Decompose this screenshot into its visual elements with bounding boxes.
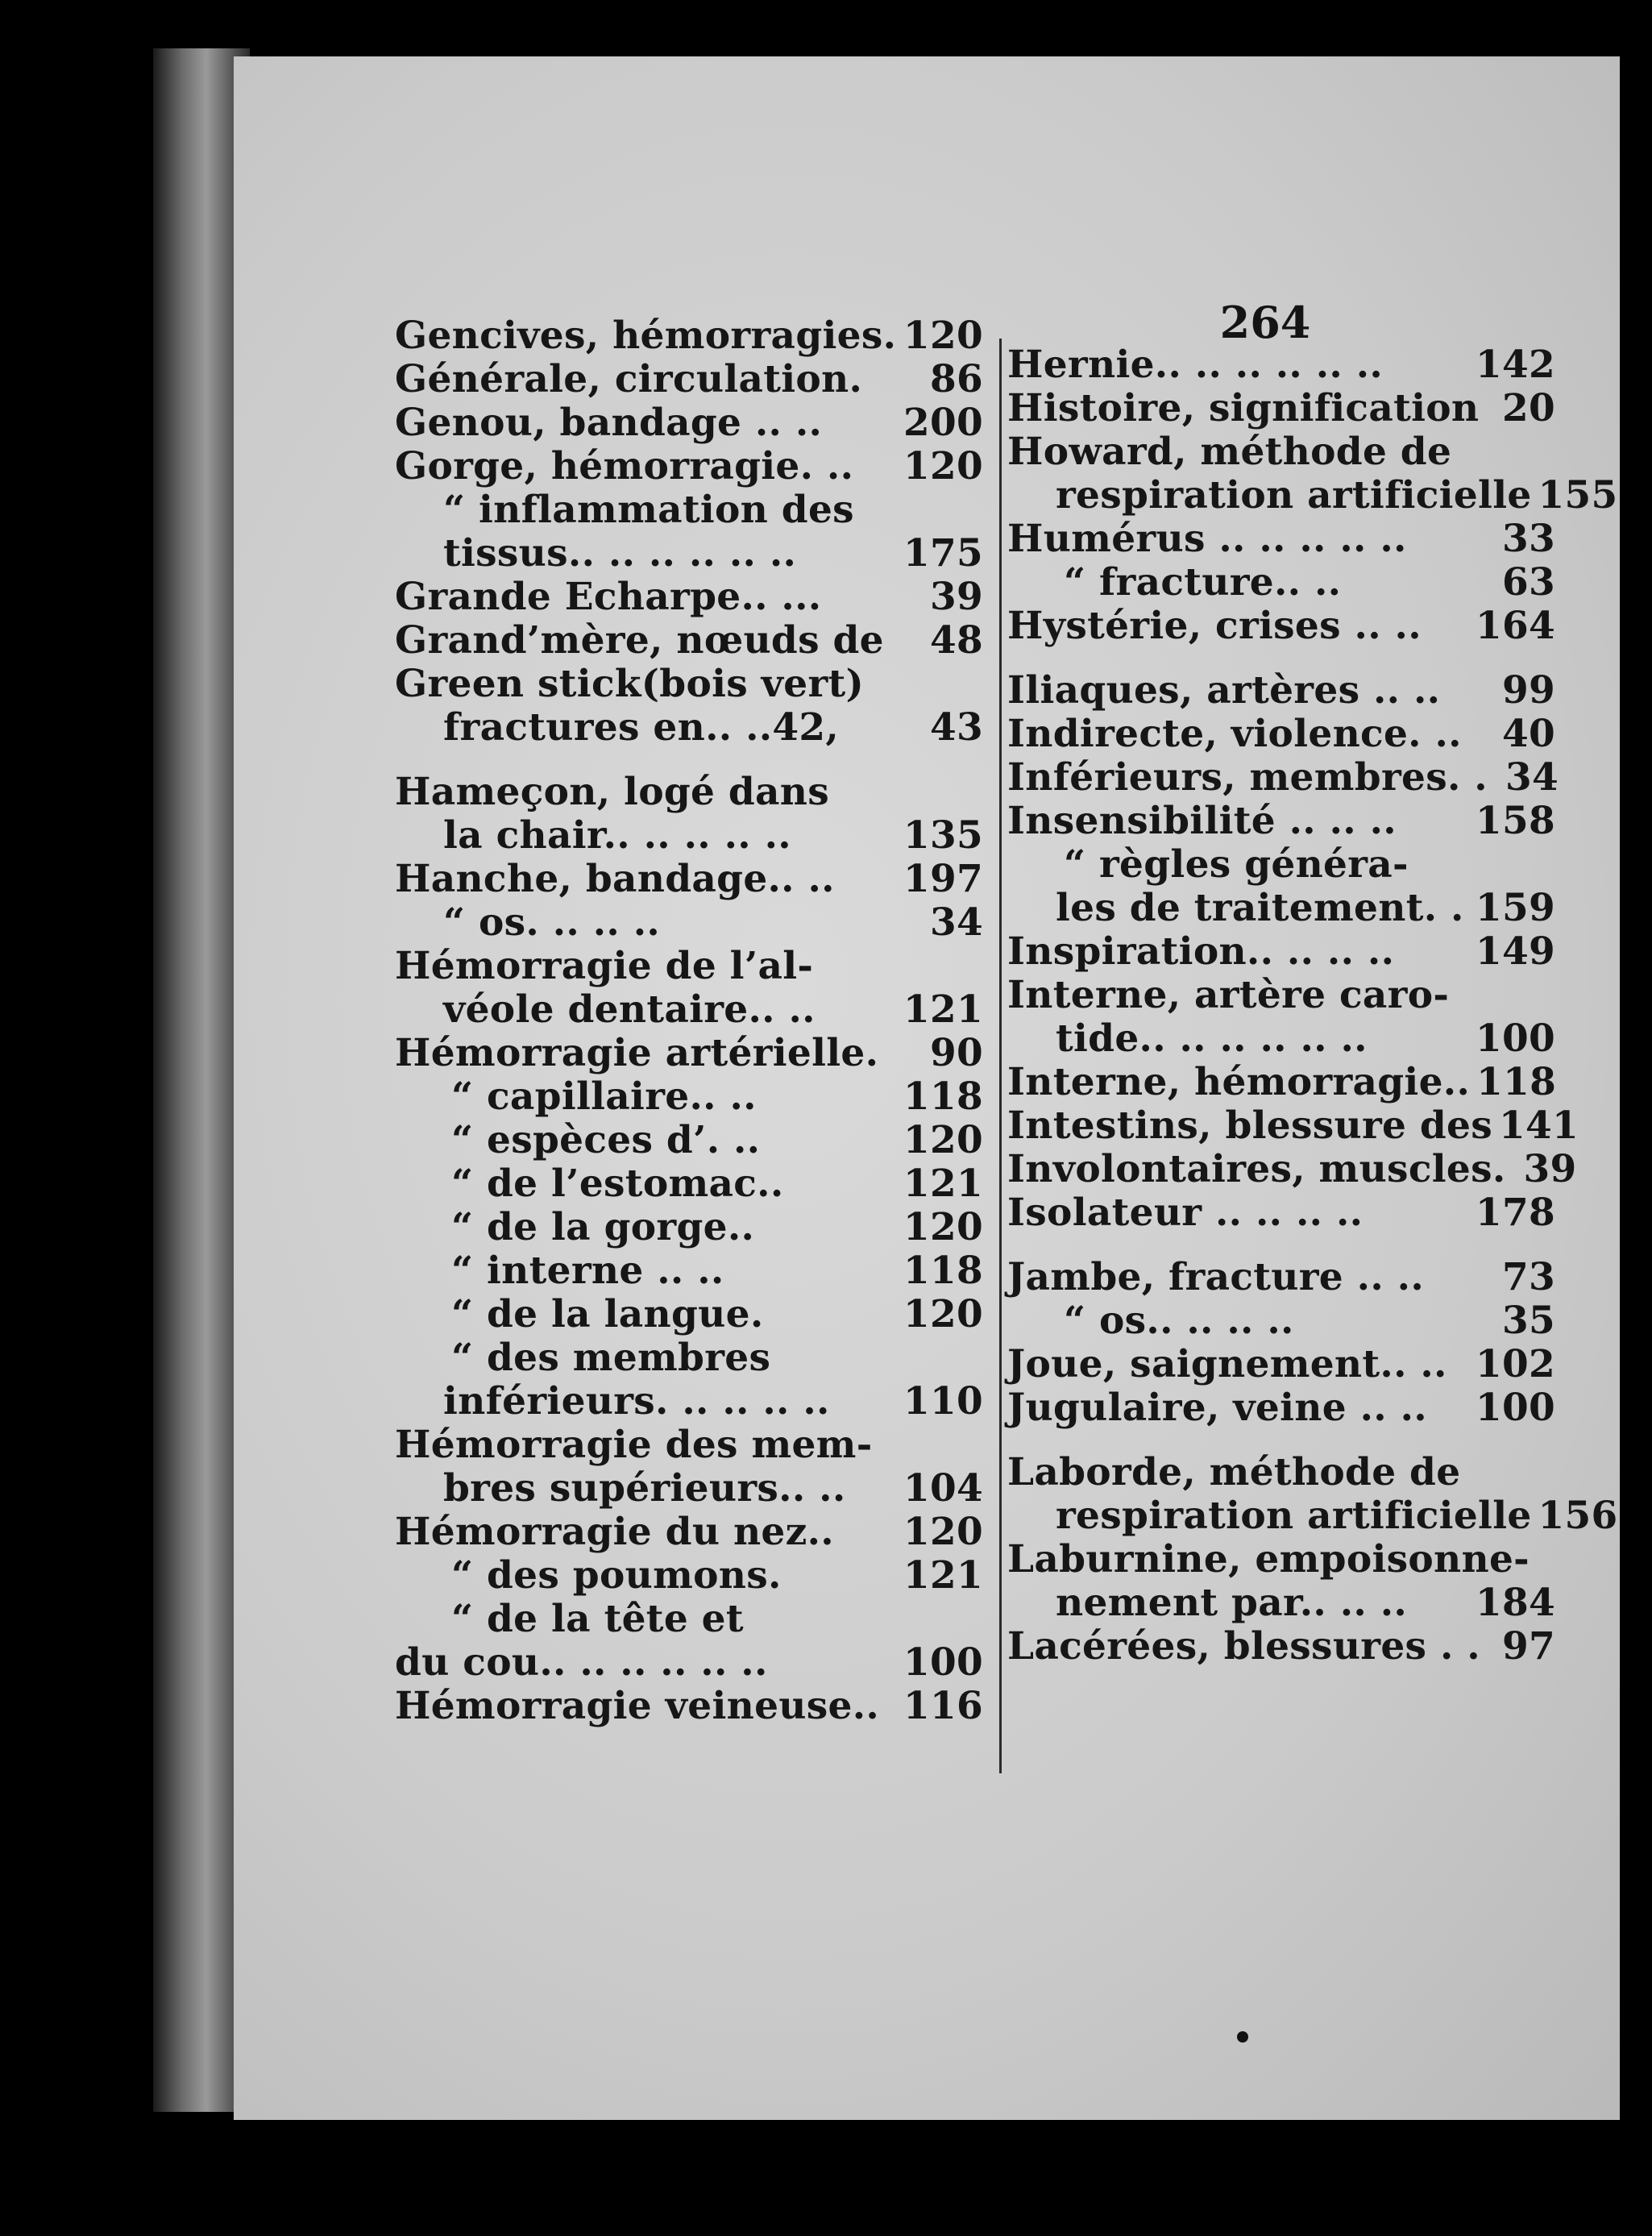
index-term: “ de la langue. [451, 1292, 764, 1336]
index-entry [395, 771, 983, 814]
index-entry [395, 1380, 983, 1423]
index-column-right [1007, 343, 1618, 1669]
index-page-ref: 149 [1475, 929, 1555, 974]
index-entry [395, 663, 983, 706]
index-term: véole dentaire.. .. [443, 987, 816, 1032]
index-entry [395, 1206, 983, 1249]
index-entry [395, 1119, 983, 1162]
index-page-ref: 120 [903, 1292, 983, 1336]
index-page-ref: 34 [1505, 755, 1559, 800]
index-entry [395, 1467, 983, 1511]
index-page-ref: 121 [903, 1162, 983, 1206]
index-term: inférieurs. .. .. .. .. [443, 1379, 830, 1423]
index-entry [1007, 430, 1555, 474]
index-entry [395, 619, 983, 663]
index-entry [1007, 887, 1555, 930]
index-term: Hémorragie artérielle. [395, 1031, 879, 1075]
index-entry [1007, 387, 1555, 430]
index-entry [1007, 1061, 1555, 1104]
index-term: Joue, saignement.. .. [1007, 1342, 1447, 1386]
index-page-ref: 116 [903, 1684, 983, 1728]
index-term: Jambe, fracture .. .. [1007, 1255, 1424, 1299]
index-term: Hystérie, crises .. .. [1007, 604, 1422, 648]
index-entry [1007, 800, 1555, 843]
index-page-ref: 184 [1475, 1581, 1555, 1625]
index-term: nement par.. .. .. [1056, 1581, 1408, 1625]
index-page-ref: 104 [903, 1466, 983, 1511]
index-entry [1007, 1451, 1555, 1494]
index-page-ref: 156 [1538, 1494, 1618, 1538]
index-entry [395, 1075, 983, 1119]
index-entry [1007, 713, 1555, 756]
index-entry [395, 1336, 983, 1380]
index-entry [1007, 561, 1555, 605]
index-entry [1007, 1538, 1555, 1581]
index-entry [1007, 1343, 1555, 1386]
index-entry [395, 445, 983, 488]
index-entry [1007, 1386, 1555, 1430]
index-term: “ de la gorge.. [451, 1205, 755, 1249]
index-page-ref: 175 [903, 531, 983, 576]
index-entry [1007, 930, 1555, 974]
index-entry [395, 488, 983, 532]
index-entry [395, 1162, 983, 1206]
index-entry [395, 858, 983, 901]
index-term: “ des membres [451, 1336, 771, 1380]
index-entry [395, 1293, 983, 1336]
index-term: “ os.. .. .. .. [1064, 1299, 1294, 1343]
index-entry [395, 1554, 983, 1598]
index-entry [1007, 343, 1555, 387]
index-entry [1007, 517, 1555, 561]
index-term: “ de l’estomac.. [451, 1162, 784, 1206]
index-term: Laburnine, empoisonne- [1007, 1537, 1530, 1581]
index-page-ref: 142 [1475, 343, 1555, 387]
index-term: “ os. .. .. .. [443, 900, 661, 945]
index-term: “ des poumons. [451, 1553, 782, 1598]
index-term: “ capillaire.. .. [451, 1074, 757, 1119]
index-page-ref: 34 [929, 900, 983, 945]
index-entry [395, 901, 983, 945]
index-term: “ inflammation des [443, 488, 854, 532]
index-term: “ espèces d’. .. [451, 1118, 761, 1162]
index-page-ref: 86 [929, 357, 983, 401]
ink-spot [1237, 2031, 1248, 2043]
index-entry [1007, 1494, 1618, 1538]
index-page-ref: 99 [1501, 668, 1555, 713]
index-term: Intestins, blessure des [1007, 1103, 1493, 1148]
index-term: “ fracture.. .. [1064, 560, 1342, 605]
index-page-ref: 135 [903, 813, 983, 858]
index-page-ref: 100 [1475, 1016, 1555, 1061]
index-entry [395, 1249, 983, 1293]
index-page-ref: 158 [1475, 799, 1555, 843]
index-term: Grande Echarpe.. ... [395, 575, 822, 619]
index-page-ref: 121 [903, 1553, 983, 1598]
index-page-ref: 110 [903, 1379, 983, 1423]
index-page-ref: 197 [903, 857, 983, 901]
index-term: Howard, méthode de [1007, 430, 1452, 474]
index-page-ref: 118 [903, 1074, 983, 1119]
index-page-ref: 73 [1501, 1255, 1555, 1299]
index-term: Hernie.. .. .. .. .. .. [1007, 343, 1384, 387]
index-term: Humérus .. .. .. .. .. [1007, 517, 1407, 561]
index-term: respiration artificielle [1056, 473, 1532, 517]
index-entry [1007, 1147, 1577, 1191]
index-entry [395, 1511, 983, 1554]
index-term: “ de la tête et [451, 1597, 744, 1641]
index-page-ref: 39 [929, 575, 983, 619]
index-term: Hanche, bandage.. .. [395, 857, 835, 901]
index-term: Hameçon, logé dans [395, 770, 830, 814]
index-page-ref: 102 [1475, 1342, 1555, 1386]
index-term: Jugulaire, veine .. .. [1007, 1386, 1427, 1430]
index-term: Lacérées, blessures . . [1007, 1624, 1480, 1669]
index-term: Gorge, hémorragie. .. [395, 444, 854, 488]
index-page-ref: 178 [1475, 1191, 1555, 1235]
index-term: Genou, bandage .. .. [395, 401, 823, 445]
index-entry [1007, 843, 1555, 887]
index-entry [395, 401, 983, 445]
index-entry [1007, 1299, 1555, 1343]
index-term: Inférieurs, membres. . [1007, 755, 1488, 800]
index-column-left [395, 314, 983, 1728]
index-term: Interne, artère caro- [1007, 973, 1450, 1017]
index-term: Hémorragie du nez.. [395, 1510, 834, 1554]
index-entry [1007, 1256, 1555, 1299]
index-term: fractures en.. ..42, [443, 705, 840, 750]
index-entry [395, 576, 983, 619]
index-term: bres supérieurs.. .. [443, 1466, 846, 1511]
index-term: Iliaques, artères .. .. [1007, 668, 1441, 713]
index-page-ref: 118 [903, 1249, 983, 1293]
index-entry [395, 945, 983, 988]
column-divider [999, 339, 1002, 1773]
index-term: Indirecte, violence. .. [1007, 712, 1462, 756]
index-page-ref: 48 [929, 618, 983, 663]
index-term: tissus.. .. .. .. .. .. [443, 531, 797, 576]
index-page-ref: 120 [903, 444, 983, 488]
index-entry [1007, 1581, 1555, 1625]
index-page-ref: 40 [1501, 712, 1555, 756]
index-page-ref: 120 [903, 314, 983, 358]
index-page-ref: 200 [903, 401, 983, 445]
index-term: Involontaires, muscles. [1007, 1147, 1506, 1191]
index-page-ref: 118 [1476, 1060, 1557, 1104]
index-entry [395, 358, 983, 401]
index-entry [1007, 1625, 1555, 1669]
index-page-ref: 100 [1475, 1386, 1555, 1430]
index-page-ref: 159 [1475, 886, 1555, 930]
index-term: Interne, hémorragie.. [1007, 1060, 1471, 1104]
index-term: Laborde, méthode de [1007, 1450, 1461, 1494]
index-page-ref: 141 [1499, 1103, 1579, 1148]
index-term: Inspiration.. .. .. .. [1007, 929, 1395, 974]
index-page-ref: 63 [1501, 560, 1555, 605]
index-page-ref: 33 [1501, 517, 1555, 561]
index-entry [395, 1423, 983, 1467]
index-page-ref: 120 [903, 1510, 983, 1554]
index-entry [1007, 1017, 1555, 1061]
index-page-ref: 39 [1523, 1147, 1577, 1191]
index-term: Hémorragie des mem- [395, 1423, 873, 1467]
index-entry [1007, 1103, 1579, 1148]
index-page-ref: 20 [1501, 386, 1555, 430]
index-entry [395, 706, 983, 750]
index-entry [1007, 755, 1559, 800]
index-page-ref: 43 [929, 705, 983, 750]
index-term: Gencives, hémorragies. [395, 314, 897, 358]
index-term: Générale, circulation. [395, 357, 863, 401]
index-page-ref: 155 [1538, 473, 1618, 517]
index-term: “ règles généra- [1064, 842, 1409, 887]
index-entry [1007, 473, 1618, 517]
index-term: Hémorragie veineuse.. [395, 1684, 880, 1728]
index-entry [395, 1598, 983, 1641]
index-entry [395, 532, 983, 576]
index-page-ref: 120 [903, 1118, 983, 1162]
index-term: Hémorragie de l’al- [395, 944, 814, 988]
index-page-ref: 35 [1501, 1299, 1555, 1343]
index-page-ref: 90 [929, 1031, 983, 1075]
index-page-ref: 120 [903, 1205, 983, 1249]
index-entry [395, 1685, 983, 1728]
index-entry [1007, 605, 1555, 648]
index-term: “ interne .. .. [451, 1249, 724, 1293]
index-term: Green stick(bois vert) [395, 662, 865, 706]
index-entry [1007, 1191, 1555, 1235]
index-term: du cou.. .. .. .. .. .. [395, 1640, 768, 1685]
index-term: les de traitement. . [1056, 886, 1464, 930]
index-term: Isolateur .. .. .. .. [1007, 1191, 1364, 1235]
index-page-ref: 97 [1501, 1624, 1555, 1669]
index-entry [1007, 669, 1555, 713]
index-page-ref: 100 [903, 1640, 983, 1685]
index-term: Grand’mère, nœuds de [395, 618, 884, 663]
index-term: Insensibilité .. .. .. [1007, 799, 1397, 843]
index-term: tide.. .. .. .. .. .. [1056, 1016, 1368, 1061]
index-entry [395, 1641, 983, 1685]
index-term: la chair.. .. .. .. .. [443, 813, 791, 858]
index-entry [1007, 974, 1555, 1017]
index-page-ref: 121 [903, 987, 983, 1032]
index-entry [395, 314, 983, 358]
index-entry [395, 814, 983, 858]
index-entry [395, 988, 983, 1032]
index-page-ref: 164 [1475, 604, 1555, 648]
index-entry [395, 1032, 983, 1075]
index-term: respiration artificielle [1056, 1494, 1532, 1538]
page-number: 264 [1219, 297, 1311, 348]
index-term: Histoire, signification [1007, 386, 1480, 430]
